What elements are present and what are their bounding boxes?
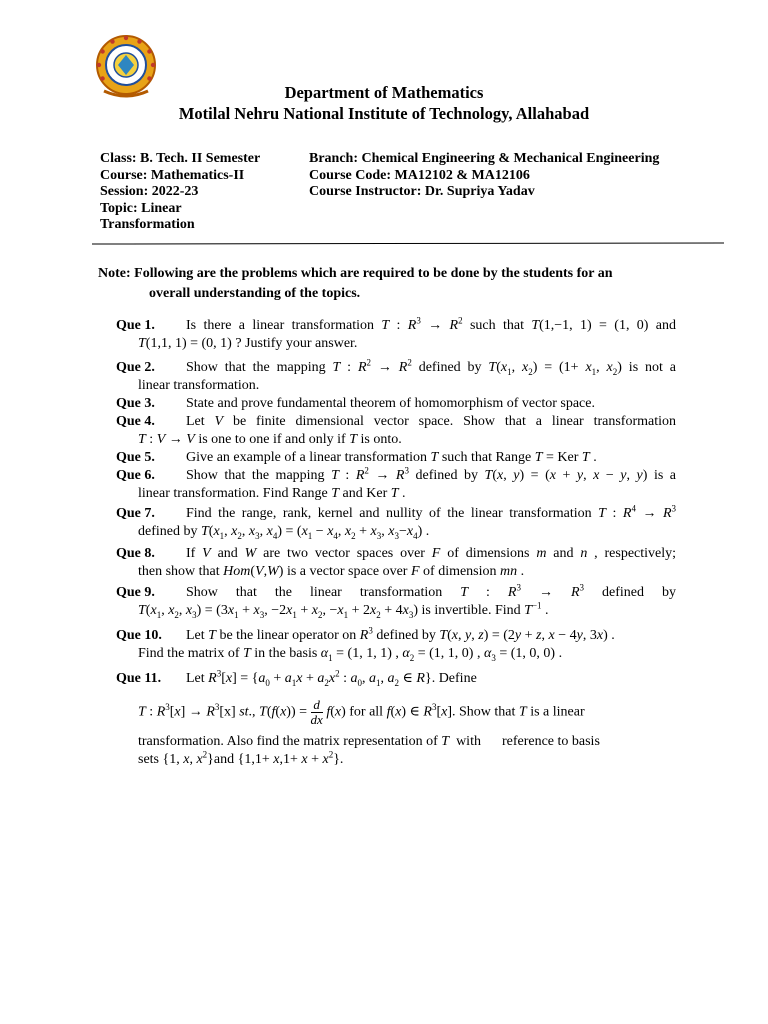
question-text: State and prove fundamental theorem of homomorphism of vector space. bbox=[186, 396, 595, 411]
note bbox=[98, 264, 688, 304]
course-code-line: Course Code: MA12102 & MA12106 bbox=[309, 167, 530, 183]
question-8: Que 8. If V and W are two vector spaces over F of dimensions m and n , respectively; then show that Hom(V,W) is a vector space over F of dimension mn . bbox=[116, 546, 677, 579]
class-line: Class: B. Tech. II Semester bbox=[100, 151, 261, 166]
topic-line-2: Transformation bbox=[100, 217, 195, 233]
topic-line-1: Topic: Linear bbox=[100, 200, 182, 216]
question-5: Que 5. Give an example of a linear transformation T such that Range T = Ker T . bbox=[116, 450, 597, 465]
divider bbox=[92, 242, 724, 244]
institute-title: Motilal Nehru National Institute of Technology, Allahabad bbox=[178, 104, 590, 123]
course-info-right bbox=[309, 151, 729, 201]
question-1: Que 1. Is there a linear transformation T : $R^3 \to R^2$ such that T(1,−1, 1) = (1, 0) and T(1,1, 1) = (0, 1) ? Justify your answer. bbox=[116, 315, 677, 351]
question-number: Que 1. bbox=[116, 318, 155, 333]
question-6: Que 6. Show that the mapping T : $R^2 \to R^3$ defined by T(x, y) = (x + y, x − y, y) is a linear transformation. Find Range T and Ker T . bbox=[116, 465, 677, 501]
note-line-2: overall understanding of the topics. bbox=[149, 286, 361, 301]
question-4: Que 4. Let V be finite dimensional vector space. Show that a linear transformation T : V → V is one to one if and only if T is onto. bbox=[116, 414, 676, 447]
question-number: Que 4. bbox=[116, 414, 155, 429]
department-title: Department of Mathematics bbox=[284, 83, 484, 102]
session-line: Session: 2022-23 bbox=[100, 184, 199, 200]
question-number: Que 3. bbox=[116, 396, 155, 411]
course-line: Course: Mathematics-II bbox=[100, 167, 245, 183]
question-3 bbox=[116, 395, 676, 413]
question-7: Que 7. Find the range, rank, kernel and nullity of the linear transformation T : $R^4 \to R^3$ defined by $T(x_1$, $x_2$, $x_3$, $x_4) = (x_1 - x_4$, $x_2 + x_3$, $x_3-x_4$) . bbox=[116, 503, 677, 541]
question-number: Que 5. bbox=[116, 450, 155, 465]
question-2: Que 2. Show that the mapping T : $R^2 \to R^2$ defined by $T(x_1$, $x_2) = (1+ x_1$, $x_2$) is not a linear transformation. bbox=[116, 357, 676, 393]
course-info-left bbox=[100, 151, 310, 234]
question-number: Que 6. bbox=[116, 468, 155, 483]
question-number: Que 11. bbox=[116, 671, 162, 686]
question-number: Que 7. bbox=[116, 506, 155, 521]
question-number: Que 10. bbox=[116, 628, 162, 643]
branch-line: Branch: Chemical Engineering & Mechanical Engineering bbox=[309, 151, 660, 166]
question-number: Que 2. bbox=[116, 360, 155, 375]
question-11: Que 11. Let $R^3[x] = \{a_0 + a_1x + a_2x^2$ : $a_0$, $a_1$, $a_2$ ∈ R}. Define T : $R^3[x] \to R^3[x]$ st., T(f(x)) = $\frac{d}{dx}$ f(x) for all f(x) ∈ $R^3[x]$. Show that T is a linear transformation. Also find the matrix representation of T with reference to basis sets {1, x, $x^2\}and$ $\{1,1+ x,1+ x + x^2\}$. bbox=[116, 668, 600, 767]
instructor-line: Course Instructor: Dr. Supriya Yadav bbox=[309, 184, 535, 200]
question-number: Que 9. bbox=[116, 585, 155, 600]
question-9: Que 9. Show that the linear transformation T : $R^3 \to R^3$ defined by $T(x_1$, $x_2$, $x_3) = (3x_1 + x_3$, $-2x_1 + x_2$, $-x_1 + 2x_2 + 4x_3$) is invertible. Find $T^{-1}$ . bbox=[116, 582, 676, 620]
note-line-1: Note: Following are the problems which are required to be done by the students for an bbox=[98, 266, 613, 281]
question-number: Que 8. bbox=[116, 546, 155, 561]
question-10: Que 10. Let T be the linear operator on $R^3$ defined by T(x, y, z) = (2y + z, x − 4y, 3x) . Find the matrix of T in the basis $\alpha_1 = (1$, 1, 1) , $\alpha_2 = (1$, 1, 0) , $\alpha_3 = (1$, 0, 0) . bbox=[116, 625, 615, 663]
